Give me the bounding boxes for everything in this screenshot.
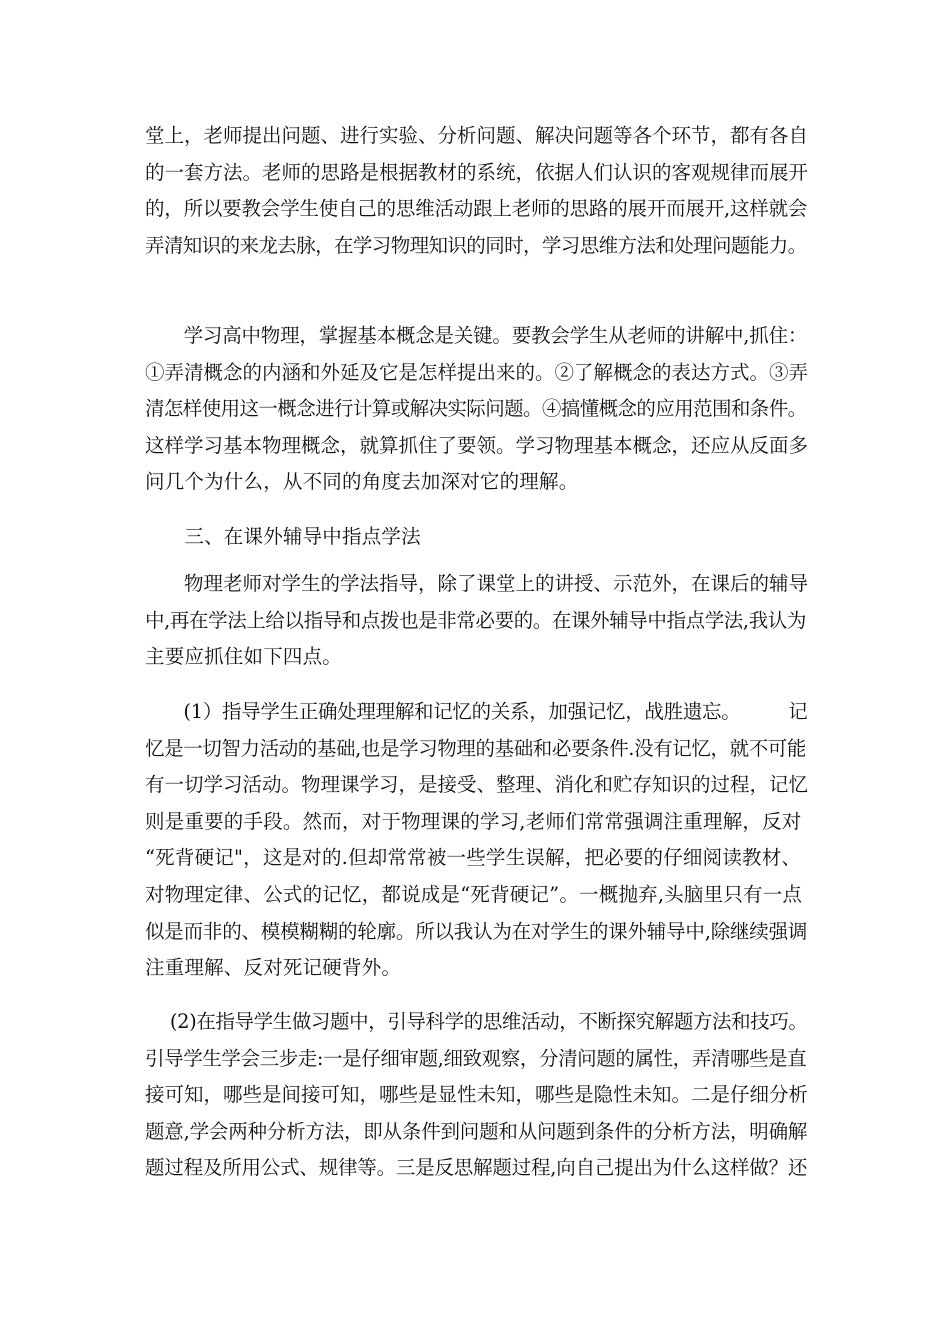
text-line: (2)在指导学生做习题中，引导科学的思维活动，不断探究解题方法和技巧。 — [145, 1010, 808, 1033]
text-line: 有一切学习活动。物理课学习，是接受、整理、消化和贮存知识的过程，记忆 — [145, 773, 809, 797]
text-line: 注重理解、反对死记硬背外。 — [145, 956, 402, 980]
text-line: 清怎样使用这一概念进行计算或解决实际问题。④搞懂概念的应用范围和条件。 — [145, 397, 807, 421]
paragraph-point-1-memory — [145, 694, 809, 987]
paragraph-after-class-guidance — [145, 566, 809, 676]
text-line: 题过程及所用公式、规律等。三是反思解题过程,向自己提出为什么这样做？还 — [145, 1156, 808, 1180]
paragraph-point-2-problem-solving — [145, 1004, 809, 1187]
text-line: ①弄清概念的内涵和外延及它是怎样提出来的。②了解概念的表达方式。③弄 — [145, 360, 809, 384]
text-line: 这样学习基本物理概念，就算抓住了要领。学习物理基本概念，还应从反面多 — [145, 433, 809, 457]
text-line: 物理老师对学生的学法指导，除了课堂上的讲授、示范外，在课后的辅导 — [145, 572, 809, 595]
text-line: 学习高中物理，掌握基本概念是关键。要教会学生从老师的讲解中,抓住： — [145, 324, 808, 347]
text-line: 问几个为什么，从不同的角度去加深对它的理解。 — [145, 470, 579, 494]
text-line: 忆是一切智力活动的基础,也是学习物理的基础和必要条件.没有记忆，就不可能 — [145, 736, 806, 760]
heading-line: 三、在课外辅导中指点学法 — [145, 525, 421, 548]
text-line: 对物理定律、公式的记忆，都说成是“死背硬记”。一概抛弃,头脑里只有一点 — [145, 882, 803, 906]
text-line: 则是重要的手段。然而，对于物理课的学习,老师们常常强调注重理解，反对 — [145, 809, 802, 833]
text-line: 中,再在学法上给以指导和点拨也是非常必要的。在课外辅导中指点学法,我认为 — [145, 608, 806, 632]
text-line: “死背硬记"，这是对的.但却常常被一些学生误解，把必要的仔细阅读教材、 — [145, 846, 802, 870]
text-line: 堂上，老师提出问题、进行实验、分析问题、解决问题等各个环节，都有各自 — [145, 124, 809, 147]
text-line: (1）指导学生正确处理理解和记忆的关系，加强记忆，战胜遗忘。 记 — [145, 700, 808, 723]
paragraph-classroom-method — [145, 118, 809, 264]
text-line: 似是而非的、模模糊糊的轮廓。所以我认为在对学生的课外辅导中,除继续强调 — [145, 919, 808, 943]
text-line: 的一套方法。老师的思路是根据教材的系统，依据人们认识的客观规律而展开 — [145, 160, 809, 184]
text-line: 题意,学会两种分析方法，即从条件到问题和从问题到条件的分析方法，明确解 — [145, 1119, 808, 1143]
text-line: 弄清知识的来龙去脉，在学习物理知识的同时，学习思维方法和处理问题能力。 — [145, 233, 807, 257]
text-line: 接可知，哪些是间接可知，哪些是显性未知，哪些是隐性未知。二是仔细分析 — [145, 1083, 809, 1107]
text-line: 的，所以要教会学生使自己的思维活动跟上老师的思路的展开而展开,这样就会 — [145, 197, 808, 221]
paragraph-basic-concepts — [145, 318, 809, 501]
text-line: 主要应抓住如下四点。 — [145, 645, 343, 669]
text-line: 引导学生学会三步走:一是仔细审题,细致观察，分清问题的属性，弄清哪些是直 — [145, 1046, 807, 1070]
section-heading — [145, 519, 809, 556]
